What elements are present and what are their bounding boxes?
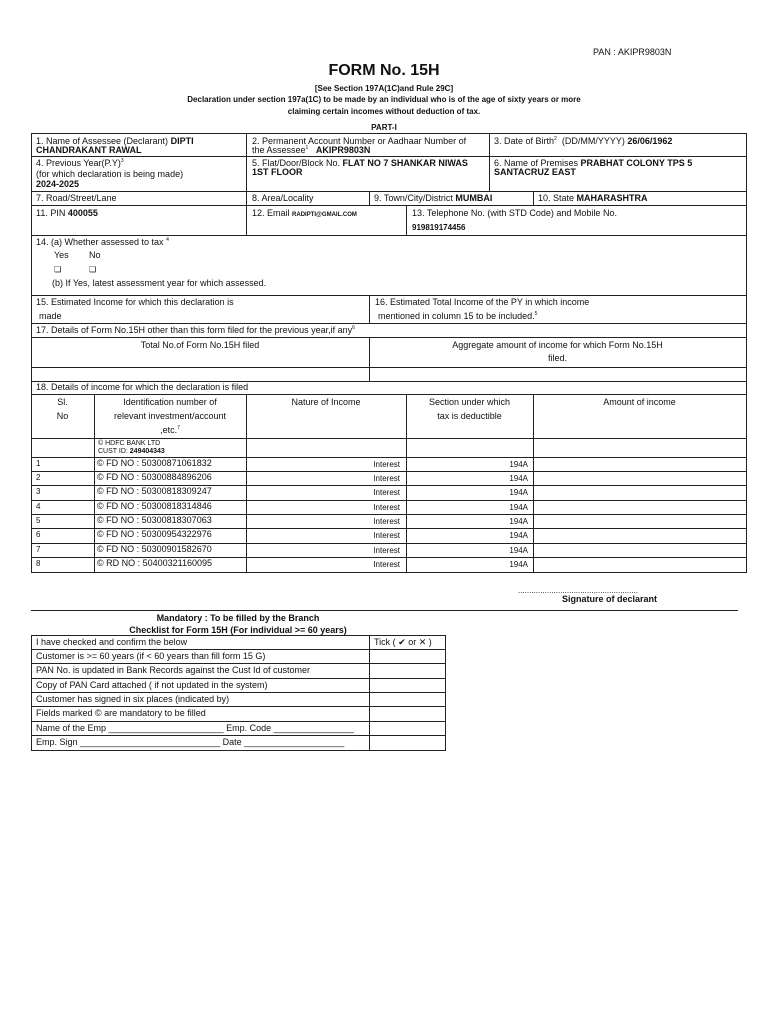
- previous-year-value: 2024-2025: [36, 179, 80, 189]
- tick-cell[interactable]: [370, 693, 445, 706]
- row-amount-input[interactable]: [534, 557, 745, 570]
- col-section-header: Section under which: [428, 397, 511, 407]
- tick-cell[interactable]: [370, 679, 445, 692]
- col-sl-header: Sl.: [57, 397, 68, 407]
- row-amount-input[interactable]: [534, 485, 745, 498]
- row-nature: Interest: [373, 560, 400, 569]
- section-divider: [31, 610, 738, 611]
- dob-field[interactable]: 3. Date of Birth$^2$ (DD/MM/YYYY) 26/06/1962: [494, 136, 673, 146]
- row-id: © FD NO : 50300871061832: [97, 458, 212, 468]
- row-nature: Interest: [373, 474, 400, 483]
- area-field[interactable]: 8. Area/Locality: [252, 193, 314, 203]
- aggregate-amount-header: Aggregate amount of income for which Form No.15H: [452, 340, 663, 350]
- no-label: No: [89, 250, 101, 260]
- checklist-item: Customer is >= 60 years (if < 60 years than fill form 15 G): [36, 651, 266, 661]
- row-section: 194A: [509, 474, 528, 483]
- col-id-header-cont: relevant investment/account: [113, 411, 227, 421]
- flat-no-value: 1ST FLOOR: [252, 167, 303, 177]
- row-amount-input[interactable]: [534, 471, 745, 484]
- signature-line[interactable]: ......................................................: [518, 586, 639, 595]
- telephone-value: 919819174456: [412, 223, 466, 232]
- row-id: © FD NO : 50300901582670: [97, 544, 212, 554]
- tick-header: Tick ( ✔ or ✕ ): [374, 637, 432, 647]
- income-row: [31, 557, 746, 571]
- assessed-to-tax-question: 14. (a) Whether assessed to tax $^4$: [36, 237, 169, 247]
- row-nature: Interest: [373, 531, 400, 540]
- assessee-name-value: CHANDRAKANT RAWAL: [36, 145, 142, 155]
- row-amount-input[interactable]: [534, 528, 745, 541]
- row-nature: Interest: [373, 488, 400, 497]
- row-nature: Interest: [373, 460, 400, 469]
- checklist-item: Fields marked © are mandatory to be filled: [36, 708, 206, 718]
- col-nature-header: Nature of Income: [291, 397, 361, 407]
- row-sl: 4: [36, 502, 41, 511]
- row-nature: Interest: [373, 517, 400, 526]
- total-forms-filed-header: Total No.of Form No.15H filed: [140, 340, 260, 350]
- row-amount-input[interactable]: [534, 514, 745, 527]
- estimated-total-income-label-cont: mentioned in column 15 to be included.$^5$: [378, 311, 538, 321]
- income-row: [31, 543, 746, 557]
- estimated-total-income-field[interactable]: 16. Estimated Total Income of the PY in which income: [375, 297, 590, 307]
- row-sl: 7: [36, 545, 41, 554]
- assessee-name-field[interactable]: 1. Name of Assessee (Declarant) DIPTI: [36, 136, 194, 146]
- row-amount-input[interactable]: [534, 543, 745, 556]
- row-sl: 5: [36, 516, 41, 525]
- aggregate-amount-header-cont: filed.: [547, 353, 567, 363]
- tick-cell[interactable]: [370, 650, 445, 663]
- tick-cell[interactable]: [370, 664, 445, 677]
- row-sl: 2: [36, 473, 41, 482]
- signature-label: Signature of declarant: [562, 594, 658, 604]
- tick-cell[interactable]: [370, 707, 445, 720]
- income-row: [31, 514, 746, 528]
- row-section: 194A: [509, 560, 528, 569]
- emp-name-code-row[interactable]: Name of the Emp _______________________ Emp. Code ________________: [36, 723, 354, 733]
- pan-header: PAN : AKIPR9803N: [593, 47, 672, 57]
- income-row: [31, 457, 746, 471]
- checklist-item: Copy of PAN Card attached ( if not updated in the system): [36, 680, 268, 690]
- checklist-subtitle: Checklist for Form 15H (For individual >= 60 years): [129, 625, 347, 635]
- state-field[interactable]: 10. State MAHARASHTRA: [538, 193, 648, 203]
- checklist-item: Customer has signed in six places (indicated by): [36, 694, 230, 704]
- yes-label: Yes: [54, 250, 69, 260]
- declaration-line-2: claiming certain incomes without deduction of tax.: [287, 107, 481, 116]
- row-id: © FD NO : 50300818309247: [97, 486, 212, 496]
- col-id-header-cont2: ,etc.$^7$: [160, 425, 180, 435]
- row-sl: 1: [36, 459, 41, 468]
- col-amount-header: Amount of income: [603, 397, 676, 407]
- checklist-item: I have checked and confirm the below: [36, 637, 188, 647]
- premises-value: SANTACRUZ EAST: [494, 167, 576, 177]
- yes-checkbox[interactable]: ❏: [54, 265, 62, 274]
- income-row: [31, 485, 746, 499]
- row-nature: Interest: [373, 546, 400, 555]
- estimated-income-label-cont: made: [39, 311, 62, 321]
- row-section: 194A: [509, 503, 528, 512]
- pan-field[interactable]: 2. Permanent Account Number or Aadhaar Number of: [252, 136, 467, 146]
- form-subtitle: [See Section 197A(1C)and Rule 29C]: [314, 84, 454, 93]
- row-sl: 3: [36, 487, 41, 496]
- estimated-income-field[interactable]: 15. Estimated Income for which this declaration is: [36, 297, 234, 307]
- pan-value-line: the Assessee$^1$ AKIPR9803N: [252, 145, 371, 155]
- row-id: © RD NO : 50400321160095: [97, 558, 213, 568]
- part-heading: PART-I: [371, 123, 397, 132]
- row-section: 194A: [509, 488, 528, 497]
- row-sl: 8: [36, 559, 41, 568]
- no-checkbox[interactable]: ❏: [89, 265, 97, 274]
- previous-year-field[interactable]: 4. Previous $Year(P.Y)^3$: [36, 158, 124, 168]
- col-section-header-cont: tax is deductible: [437, 411, 502, 421]
- checklist-title: Mandatory : To be filled by the Branch: [156, 613, 320, 623]
- pin-field[interactable]: 11. PIN 400055: [36, 208, 98, 218]
- city-field[interactable]: 9. Town/City/District MUMBAI: [374, 193, 493, 203]
- email-field[interactable]: 12. Email RADIPTI@GMAIL.COM: [252, 208, 357, 218]
- total-forms-filed-input[interactable]: [32, 368, 368, 380]
- row-section: 194A: [509, 546, 528, 555]
- row-nature: Interest: [373, 503, 400, 512]
- income-row: [31, 500, 746, 514]
- bank-name: © HDFC BANK LTD: [98, 440, 161, 447]
- income-row: [31, 471, 746, 485]
- road-field[interactable]: 7. Road/Street/Lane: [36, 193, 117, 203]
- col-sl-header-cont: No: [56, 411, 69, 421]
- assessment-year-question[interactable]: (b) If Yes, latest assessment year for which assessed.: [52, 278, 267, 288]
- form-title: FORM No. 15H: [328, 62, 440, 79]
- row-sl: 6: [36, 530, 41, 539]
- flat-no-field[interactable]: 5. Flat/Door/Block No. FLAT NO 7 SHANKAR NIWAS: [252, 158, 468, 168]
- col-id-header: Identification number of: [123, 397, 217, 407]
- row-id: © FD NO : 50300818307063: [97, 515, 212, 525]
- row-amount-input[interactable]: [534, 457, 745, 470]
- aggregate-amount-input[interactable]: [370, 368, 745, 380]
- row-section: 194A: [509, 531, 528, 540]
- row-section: 194A: [509, 460, 528, 469]
- row-id: © FD NO : 50300954322976: [97, 529, 212, 539]
- cust-id: CUST ID: 249404343: [98, 448, 165, 455]
- previous-forms-heading: 17. Details of Form No.15H other than this form filed for the previous year,if any$^6$: [36, 325, 355, 335]
- premises-field[interactable]: 6. Name of Premises PRABHAT COLONY TPS 5: [494, 158, 693, 168]
- income-row: [31, 528, 746, 542]
- telephone-field[interactable]: 13. Telephone No. (with STD Code) and Mobile No.: [412, 208, 617, 218]
- row-section: 194A: [509, 517, 528, 526]
- checklist-item: PAN No. is updated in Bank Records against the Cust Id of customer: [36, 665, 310, 675]
- income-details-heading: 18. Details of income for which the declaration is filed: [36, 382, 249, 392]
- row-id: © FD NO : 50300884896206: [97, 472, 212, 482]
- declaration-line-1: Declaration under section 197a(1C) to be made by an individual who is of the age of sixty years or more: [187, 95, 581, 104]
- emp-sign-date-row[interactable]: Emp. Sign ____________________________ Date ____________________: [36, 737, 345, 747]
- previous-year-note: (for which declaration is being made): [36, 169, 184, 179]
- row-amount-input[interactable]: [534, 500, 745, 513]
- row-id: © FD NO : 50300818314846: [97, 501, 212, 511]
